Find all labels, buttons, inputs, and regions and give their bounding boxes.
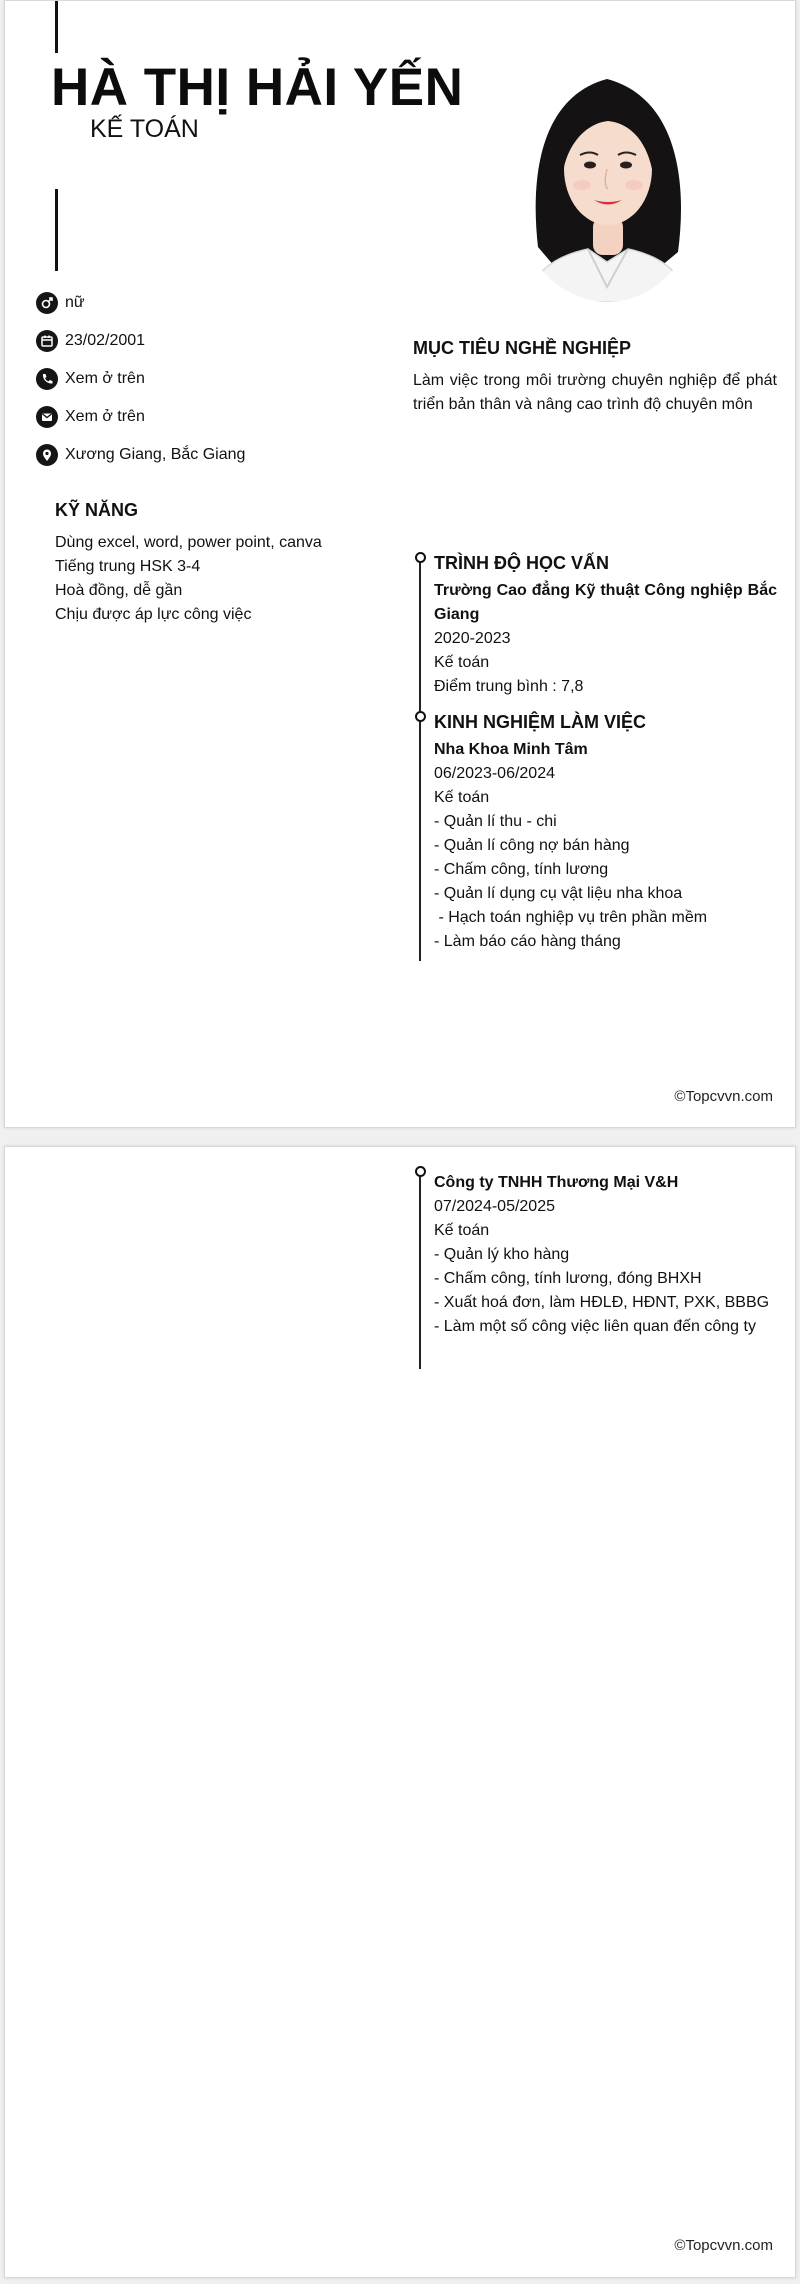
education-timeline-dot <box>415 552 426 563</box>
skill-item: Dùng excel, word, power point, canva <box>55 534 322 551</box>
contact-birthday <box>36 329 145 353</box>
cv-page-1 <box>4 0 796 1128</box>
education-gpa: Điểm trung bình : 7,8 <box>434 678 584 695</box>
job-period: 06/2023-06/2024 <box>434 765 555 782</box>
job-duty: - Chấm công, tính lương <box>434 861 609 878</box>
job-role: Kế toán <box>434 789 490 806</box>
contact-phone <box>36 367 145 391</box>
contact-address-text: Xương Giang, Bắc Giang <box>65 446 246 463</box>
education-major: Kế toán <box>434 654 490 671</box>
job-duty: - Hạch toán nghiệp vụ trên phần mềm <box>434 909 708 926</box>
job-company: Nha Khoa Minh Tâm <box>434 741 588 758</box>
footer-watermark: ©Topcvvn.com <box>674 1088 773 1105</box>
profile-photo <box>510 57 705 302</box>
experience-job-2 <box>434 1171 777 1339</box>
job-duty: - Chấm công, tính lương, đóng BHXH <box>434 1270 702 1287</box>
gender-icon <box>36 292 58 314</box>
header-accent-bar-bottom <box>55 189 58 271</box>
contact-gender-text: nữ <box>65 294 85 311</box>
skills-list <box>55 531 385 627</box>
header-accent-bar-top <box>55 1 58 53</box>
skill-item: Chịu được áp lực công việc <box>55 606 252 623</box>
job-duty: - Làm báo cáo hàng tháng <box>434 933 621 950</box>
phone-icon <box>36 368 58 390</box>
skill-item: Hoà đồng, dễ gần <box>55 582 183 599</box>
timeline-line <box>419 1169 421 1369</box>
candidate-name: HÀ THỊ HẢI YẾN <box>51 58 464 117</box>
contact-email-text: Xem ở trên <box>65 408 145 425</box>
skills-heading: KỸ NĂNG <box>55 500 139 520</box>
job-duty: - Xuất hoá đơn, làm HĐLĐ, HĐNT, PXK, BBBG <box>434 1294 770 1311</box>
education-school: Trường Cao đẳng Kỹ thuật Công nghiệp Bắc Giang <box>434 582 777 623</box>
education-period: 2020-2023 <box>434 630 511 647</box>
job-role: Kế toán <box>434 1222 490 1239</box>
job-period: 07/2024-05/2025 <box>434 1198 555 1215</box>
contact-birthday-text: 23/02/2001 <box>65 332 146 349</box>
job-duty: - Quản lý kho hàng <box>434 1246 570 1263</box>
job-company: Công ty TNHH Thương Mại V&H <box>434 1174 679 1191</box>
job-duty: - Quản lí dụng cụ vật liệu nha khoa <box>434 885 683 902</box>
cv-page-2 <box>4 1146 796 2278</box>
job-duty: - Quản lí thu - chi <box>434 813 557 830</box>
contact-gender <box>36 291 85 315</box>
education-heading: TRÌNH ĐỘ HỌC VẤN <box>434 553 609 573</box>
objective-heading: MỤC TIÊU NGHỀ NGHIỆP <box>413 338 632 358</box>
experience-job-1 <box>434 738 777 954</box>
experience-timeline-dot <box>415 711 426 722</box>
timeline-line <box>419 561 421 961</box>
contact-address <box>36 443 245 467</box>
job-duty: - Làm một số công việc liên quan đến công ty <box>434 1318 756 1335</box>
job-duty: - Quản lí công nợ bán hàng <box>434 837 630 854</box>
contact-phone-text: Xem ở trên <box>65 370 145 387</box>
experience-heading: KINH NGHIỆM LÀM VIỆC <box>434 712 647 732</box>
skill-item: Tiếng trung HSK 3-4 <box>55 558 201 575</box>
job-title: KẾ TOÁN <box>90 115 199 143</box>
objective-text: Làm việc trong môi trường chuyên nghiệp để phát triển bản thân và nâng cao trình độ chuyên môn <box>413 372 777 413</box>
location-icon <box>36 444 58 466</box>
calendar-icon <box>36 330 58 352</box>
experience-timeline-dot <box>415 1166 426 1177</box>
education-block <box>434 579 777 699</box>
portrait-illustration <box>510 57 705 302</box>
email-icon <box>36 406 58 428</box>
contact-email <box>36 405 145 429</box>
footer-watermark: ©Topcvvn.com <box>674 2237 773 2254</box>
